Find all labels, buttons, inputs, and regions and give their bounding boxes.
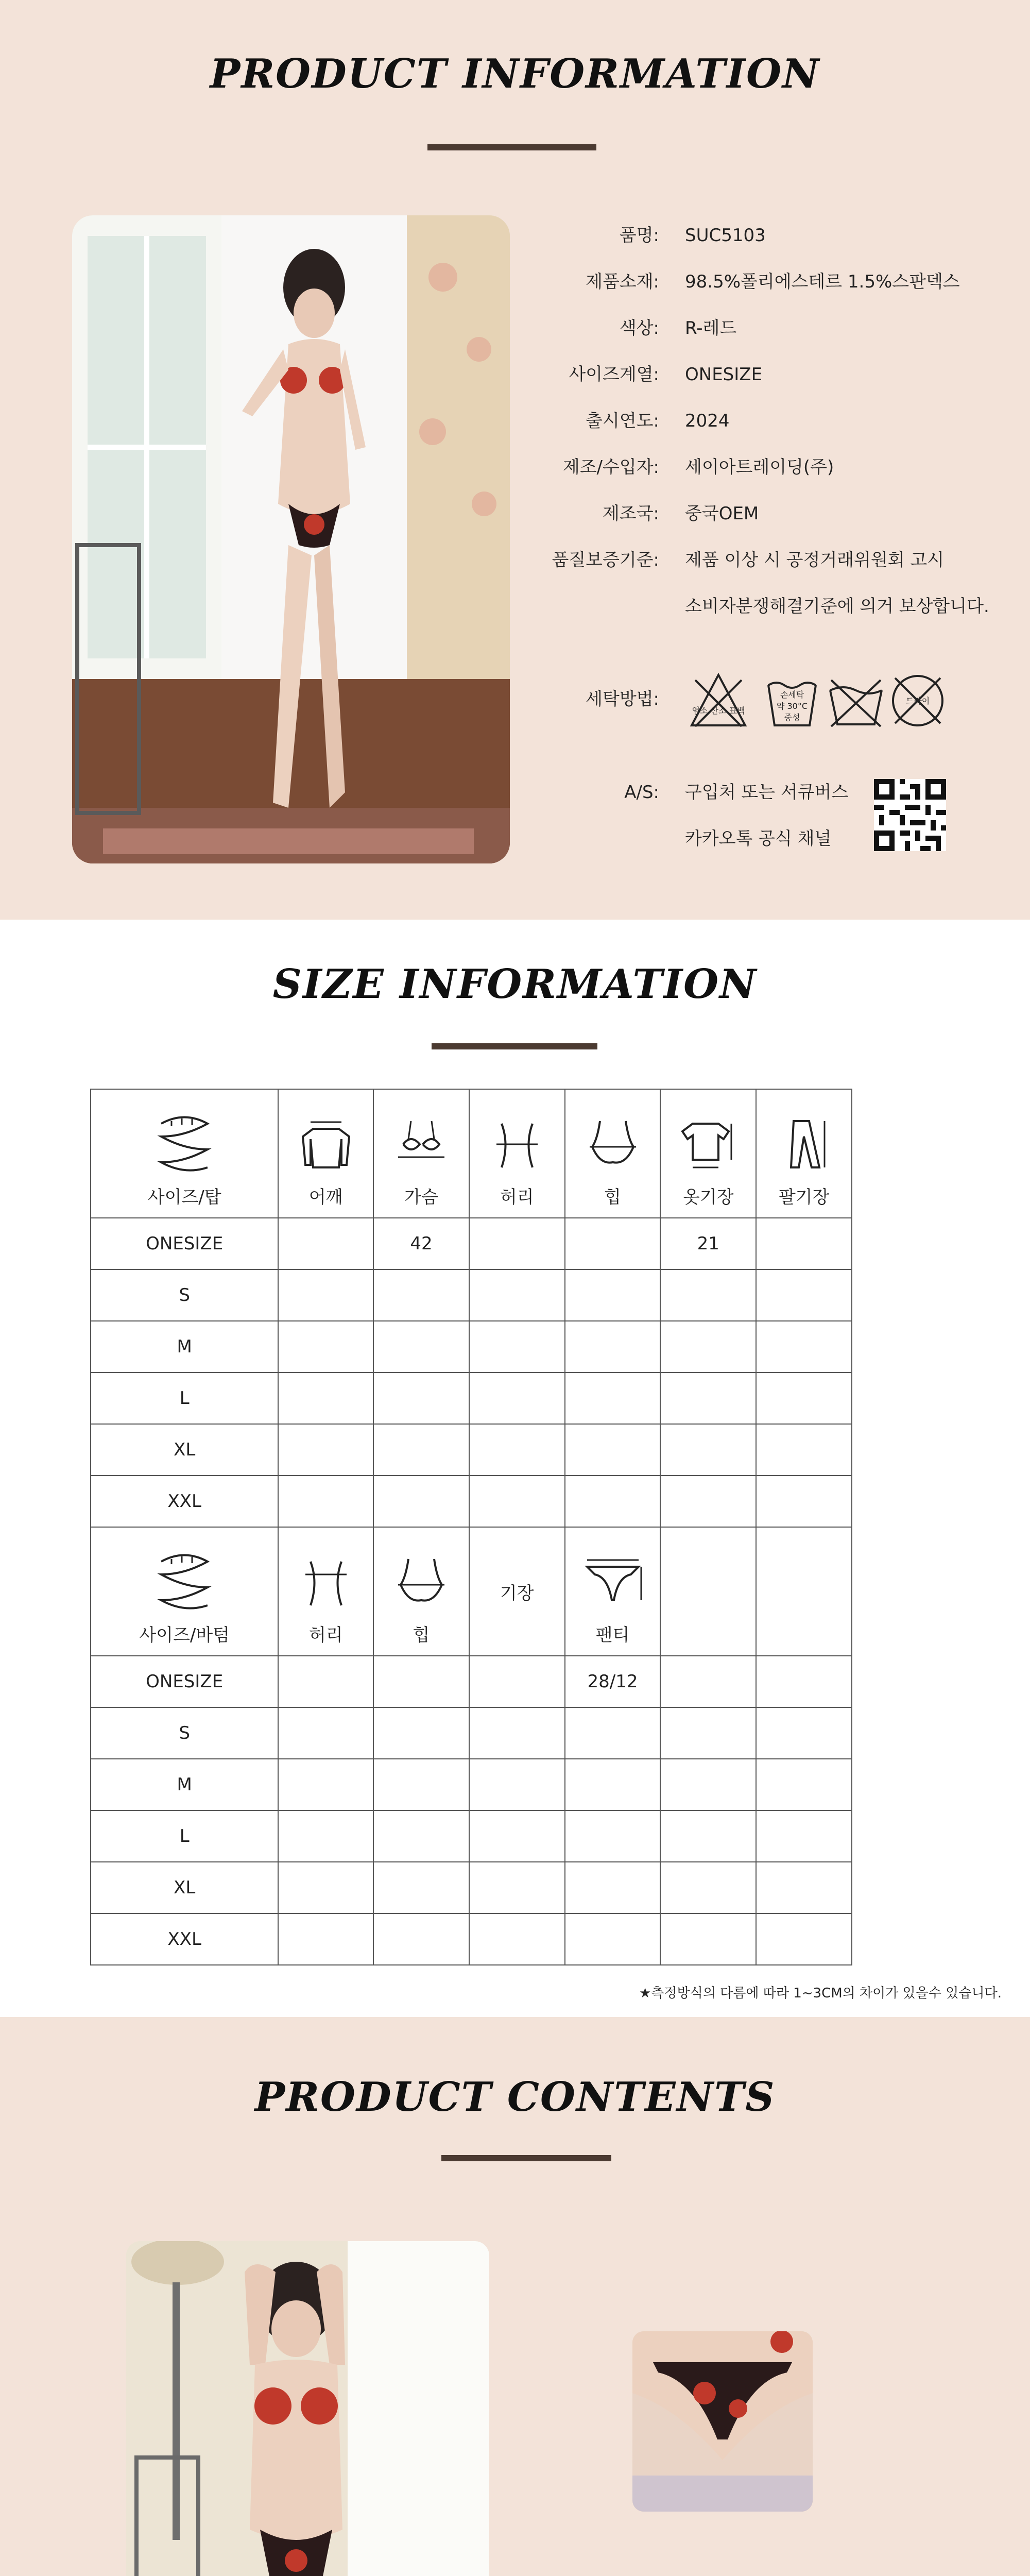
size-information-title: SIZE INFORMATION	[272, 961, 758, 1008]
table-row	[91, 1810, 852, 1862]
header-cell	[469, 1527, 565, 1656]
hand-wash-text-3: 중성	[784, 713, 800, 722]
info-label: 품명:	[619, 225, 659, 246]
wash-label-row	[505, 684, 659, 715]
as-line-text: 구입처 또는 서큐버스	[685, 782, 849, 803]
info-label: 제조/수입자:	[562, 457, 659, 478]
top-length-icon	[661, 1106, 756, 1183]
info-row-manufacturer	[505, 452, 1020, 483]
value-cell	[373, 1759, 469, 1810]
bleach-text: 염소 산소 표백	[692, 706, 745, 716]
header-cell	[278, 1089, 373, 1218]
value-cell	[469, 1810, 565, 1862]
value-cell	[660, 1913, 756, 1965]
value-cell	[278, 1372, 373, 1424]
value-cell	[278, 1810, 373, 1862]
product-photo-illustration	[72, 215, 510, 863]
value-cell	[660, 1810, 756, 1862]
value-cell	[373, 1269, 469, 1321]
size-cell: ONESIZE	[91, 1656, 278, 1707]
hand-wash-text-1: 손세탁	[780, 690, 804, 700]
value-cell	[565, 1321, 661, 1372]
value-cell	[373, 1321, 469, 1372]
value-cell: 42	[373, 1218, 469, 1269]
value-cell	[756, 1862, 852, 1913]
hip-icon	[374, 1544, 469, 1621]
header-cell	[660, 1089, 756, 1218]
table-row	[91, 1269, 852, 1321]
header-cell	[373, 1089, 469, 1218]
header-cell	[660, 1527, 756, 1656]
value-cell	[469, 1372, 565, 1424]
sleeve-length-icon	[757, 1106, 851, 1183]
value-cell	[756, 1913, 852, 1965]
header-label: 사이즈/탑	[147, 1187, 221, 1208]
value-cell	[565, 1476, 661, 1527]
header-label: 팬티	[595, 1625, 630, 1646]
size-cell: XXL	[91, 1913, 278, 1965]
qr-code[interactable]	[874, 779, 946, 851]
size-note: ★측정방식의 다름에 따라 1~3CM의 차이가 있을수 있습니다.	[639, 1986, 1002, 2001]
info-row-country	[505, 498, 1020, 529]
header-label: 힙	[413, 1625, 430, 1646]
value-cell	[278, 1269, 373, 1321]
value-cell	[278, 1656, 373, 1707]
info-value: SUC5103	[685, 225, 766, 246]
info-value: 소비자분쟁해결기준에 의거 보상합니다.	[685, 596, 989, 617]
value-cell	[565, 1810, 661, 1862]
header-cell	[756, 1089, 852, 1218]
value-cell	[469, 1656, 565, 1707]
wash-label: 세탁방법:	[586, 689, 659, 709]
title-underline	[427, 144, 596, 150]
value-cell	[373, 1656, 469, 1707]
value-cell	[565, 1707, 661, 1759]
waist-icon	[470, 1106, 564, 1183]
value-cell	[469, 1913, 565, 1965]
value-cell	[469, 1424, 565, 1476]
size-cell: ONESIZE	[91, 1218, 278, 1269]
value-cell: 21	[660, 1218, 756, 1269]
table-row	[91, 1424, 852, 1476]
size-cell: M	[91, 1759, 278, 1810]
value-cell	[469, 1321, 565, 1372]
info-row-color	[505, 313, 1020, 344]
value-cell	[660, 1476, 756, 1527]
info-value: R-레드	[685, 318, 737, 338]
as-label: A/S:	[624, 782, 659, 803]
header-label: 옷기장	[683, 1187, 734, 1208]
as-line-text: 카카오톡 공식 채널	[685, 828, 832, 849]
header-label	[661, 1646, 756, 1655]
title-underline	[441, 2155, 611, 2161]
info-label: 출시연도:	[586, 411, 659, 431]
product-information-title: PRODUCT INFORMATION	[210, 50, 820, 97]
info-label: 사이즈계열:	[569, 364, 659, 385]
info-label: 제조국:	[603, 503, 659, 524]
dry-clean-text: 드라이	[905, 696, 930, 706]
info-value: 98.5%폴리에스테르 1.5%스판덱스	[685, 272, 960, 292]
value-cell	[373, 1913, 469, 1965]
value-cell	[469, 1707, 565, 1759]
value-cell	[660, 1656, 756, 1707]
value-cell	[756, 1372, 852, 1424]
value-cell	[756, 1707, 852, 1759]
table-row	[91, 1372, 852, 1424]
table-row	[91, 1862, 852, 1913]
value-cell	[660, 1759, 756, 1810]
tape-measure-icon	[91, 1106, 278, 1183]
header-cell	[565, 1089, 661, 1218]
value-cell	[278, 1218, 373, 1269]
value-cell	[278, 1424, 373, 1476]
info-row-warranty	[505, 545, 1020, 575]
value-cell	[373, 1810, 469, 1862]
value-cell	[756, 1759, 852, 1810]
value-cell	[278, 1862, 373, 1913]
info-row-warranty-cont	[505, 591, 1020, 622]
hand-wash-text-2: 약 30°C	[776, 701, 808, 711]
value-cell	[565, 1759, 661, 1810]
header-label: 가슴	[404, 1187, 438, 1208]
size-cell: L	[91, 1810, 278, 1862]
waist-icon	[279, 1544, 373, 1621]
value-cell	[278, 1913, 373, 1965]
value-cell	[565, 1218, 661, 1269]
hand-wash-30-icon	[761, 670, 823, 732]
value-cell	[278, 1759, 373, 1810]
table-row	[91, 1707, 852, 1759]
size-cell: XL	[91, 1424, 278, 1476]
header-cell	[565, 1527, 661, 1656]
bust-icon	[374, 1106, 469, 1183]
value-cell	[565, 1269, 661, 1321]
header-label: 기장	[500, 1583, 534, 1604]
value-cell	[373, 1372, 469, 1424]
info-label: 제품소재:	[586, 272, 659, 292]
header-label: 사이즈/바텀	[139, 1625, 230, 1646]
no-tumble-dry-icon	[825, 670, 887, 732]
size-cell: S	[91, 1707, 278, 1759]
product-contents-section	[0, 2017, 1030, 2576]
table-row	[91, 1476, 852, 1527]
table-row	[91, 1759, 852, 1810]
header-label: 힙	[604, 1187, 621, 1208]
value-cell	[756, 1476, 852, 1527]
size-cell: M	[91, 1321, 278, 1372]
info-value: ONESIZE	[685, 364, 763, 385]
as-label-row	[505, 777, 659, 808]
value-cell: 28/12	[565, 1656, 661, 1707]
info-label: 색상:	[619, 318, 659, 338]
value-cell	[469, 1218, 565, 1269]
product-photo	[72, 215, 510, 863]
value-cell	[278, 1321, 373, 1372]
header-cell	[469, 1089, 565, 1218]
info-row-name	[505, 220, 1020, 251]
header-cell	[91, 1527, 278, 1656]
header-cell	[91, 1089, 278, 1218]
value-cell	[660, 1269, 756, 1321]
value-cell	[469, 1862, 565, 1913]
table-row	[91, 1218, 852, 1269]
size-cell: S	[91, 1269, 278, 1321]
panty-photo	[632, 2331, 813, 2512]
value-cell	[469, 1476, 565, 1527]
value-cell	[469, 1759, 565, 1810]
value-cell	[756, 1810, 852, 1862]
value-cell	[660, 1321, 756, 1372]
header-label	[757, 1646, 851, 1655]
tape-measure-icon	[91, 1544, 278, 1621]
product-information-section	[0, 0, 1030, 920]
info-value: 제품 이상 시 공정거래위원회 고시	[685, 550, 945, 570]
value-cell	[278, 1707, 373, 1759]
hip-icon	[565, 1106, 660, 1183]
bra-set-photo	[126, 2241, 489, 2576]
value-cell	[565, 1862, 661, 1913]
value-cell	[565, 1372, 661, 1424]
panty-icon	[565, 1544, 660, 1621]
top-header-row	[91, 1089, 852, 1218]
value-cell	[756, 1218, 852, 1269]
size-cell: L	[91, 1372, 278, 1424]
value-cell	[660, 1372, 756, 1424]
value-cell	[756, 1656, 852, 1707]
shoulder-icon	[279, 1106, 373, 1183]
value-cell	[373, 1862, 469, 1913]
value-cell	[469, 1269, 565, 1321]
header-cell	[278, 1527, 373, 1656]
size-table	[90, 1089, 852, 1965]
value-cell	[373, 1707, 469, 1759]
value-cell	[660, 1707, 756, 1759]
value-cell	[756, 1321, 852, 1372]
value-cell	[756, 1269, 852, 1321]
value-cell	[373, 1424, 469, 1476]
size-cell: XL	[91, 1862, 278, 1913]
header-label: 허리	[308, 1625, 343, 1646]
value-cell	[660, 1424, 756, 1476]
table-row	[91, 1656, 852, 1707]
info-row-material	[505, 266, 1020, 297]
value-cell	[565, 1913, 661, 1965]
value-cell	[756, 1424, 852, 1476]
info-row-size-series	[505, 359, 1020, 390]
info-value: 세이아트레이딩(주)	[685, 457, 834, 478]
table-row	[91, 1321, 852, 1372]
value-cell	[660, 1862, 756, 1913]
header-label: 팔기장	[778, 1187, 830, 1208]
title-underline	[432, 1043, 597, 1049]
header-label: 어깨	[308, 1187, 343, 1208]
info-value: 중국OEM	[685, 503, 759, 524]
header-label: 허리	[500, 1187, 534, 1208]
size-cell: XXL	[91, 1476, 278, 1527]
product-contents-title: PRODUCT CONTENTS	[254, 2074, 776, 2121]
no-dry-clean-icon	[887, 670, 949, 732]
bottom-header-row	[91, 1527, 852, 1656]
table-row	[91, 1913, 852, 1965]
header-cell	[756, 1527, 852, 1656]
info-label: 품질보증기준:	[552, 550, 659, 570]
value-cell	[373, 1476, 469, 1527]
value-cell	[278, 1476, 373, 1527]
info-value: 2024	[685, 411, 730, 431]
info-row-release-year	[505, 405, 1020, 436]
value-cell	[565, 1424, 661, 1476]
header-cell	[373, 1527, 469, 1656]
no-bleach-icon	[688, 670, 749, 732]
